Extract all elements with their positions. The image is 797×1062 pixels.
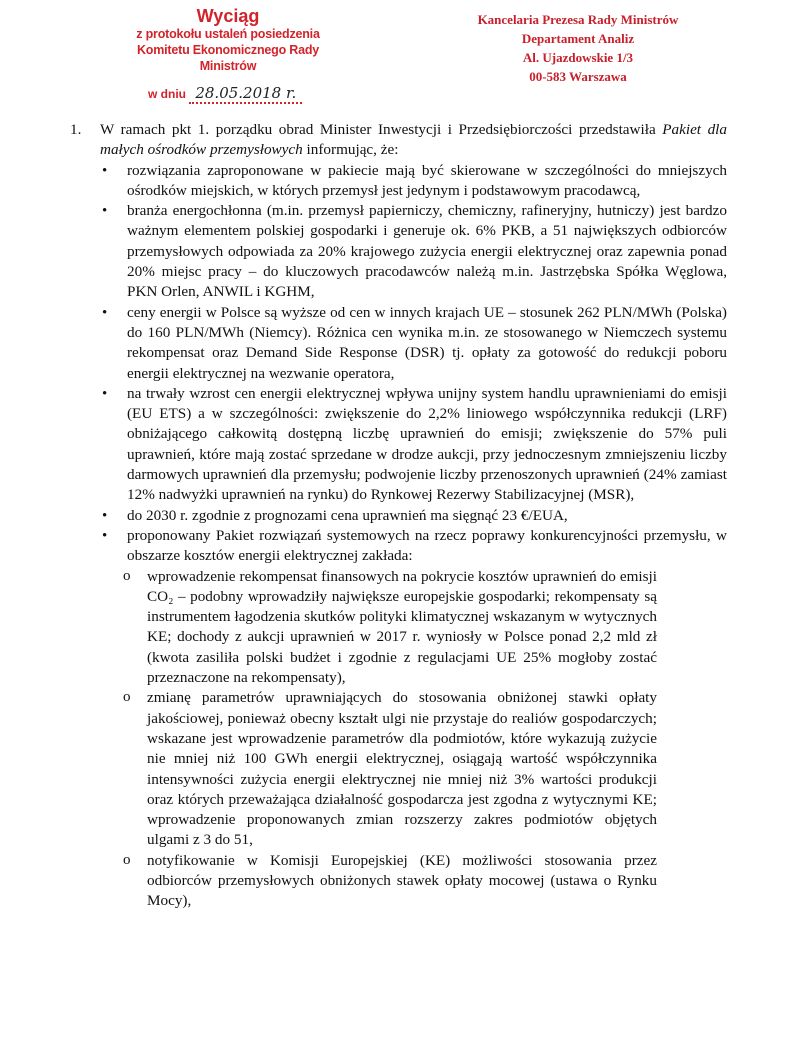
office-stamp-line-1: Kancelaria Prezesa Rady Ministrów bbox=[477, 12, 679, 27]
bullet-icon: • bbox=[102, 162, 108, 179]
bullet-icon: • bbox=[102, 527, 108, 544]
list-item-text: branża energochłonna (m.in. przemysł papierniczy, chemiczny, rafineryjny, hutniczy) jest bardzo ważnym elementem polskiej gospodarki i generuje ok. 6% PKB, a 51 największych odbiorców przemysłowych odpowiada za 20% krajowego zużycia energii elektrycznej oraz zapewnia ponad 20% miejsc pracy – do kluczowych pracodawców należą m.in. Jastrzębska Spółka Węglowa, PKN Orlen, ANWIL i KGHM, bbox=[127, 202, 727, 301]
list-item bbox=[0, 506, 797, 526]
list-item-text: proponowany Pakiet rozwiązań systemowych na rzecz poprawy konkurencyjności przemysłu, w obszarze kosztów energii elektrycznej zakłada: bbox=[127, 526, 727, 565]
bullet-icon: • bbox=[102, 385, 108, 402]
sub-list-item-text: wprowadzenie rekompensat finansowych na pokrycie kosztów uprawnień do emisji CO₂ – podobny wprowadziły największe europejskie gospodarki; rekompensaty są instrumentem łagodzenia skutków polityki klimatycznej wskazanym w wytycznych KE; dochody z aukcji uprawnień w 2017 r. wyniosły w Polsce ponad 2,2 mld zł (kwota zasiliła polski budżet i zgodnie z regulacjami UE 25% mogłoby zostać przeznaczone na rekompensaty), bbox=[147, 567, 657, 687]
circle-bullet-icon: o bbox=[123, 851, 131, 868]
bullet-list bbox=[0, 161, 797, 912]
office-stamp-line-3: Al. Ujazdowskie 1/3 bbox=[522, 50, 634, 65]
list-item-text: rozwiązania zaproponowane w pakiecie mają być skierowane w szczególności do mniejszych ośrodków miejskich, w których przemysł jest jedynym i podstawowym pracodawcą, bbox=[127, 161, 727, 199]
list-item bbox=[0, 161, 797, 202]
bullet-icon: • bbox=[102, 304, 108, 321]
office-stamp bbox=[448, 10, 708, 86]
list-item bbox=[0, 384, 797, 506]
list-item-text: do 2030 r. zgodnie z prognozami cena uprawnień ma sięgnąć 23 €/EUA, bbox=[127, 506, 568, 524]
sub-list-item-text: notyfikowanie w Komisji Europejskiej (KE) możliwości stosowania przez odbiorców przemysłowych obniżonych stawek opłaty mocowej (ustawa o Rynku Mocy), bbox=[147, 851, 657, 910]
document-body bbox=[0, 120, 797, 912]
list-item bbox=[0, 201, 797, 302]
stamp-line-2: Komitetu Ekonomicznego Rady Ministrów bbox=[136, 43, 320, 73]
stamp-title: Wyciąg bbox=[196, 6, 260, 26]
sub-list-item bbox=[0, 567, 727, 689]
sub-bullet-list bbox=[123, 567, 727, 912]
bullet-icon: • bbox=[102, 203, 108, 220]
sub-list-item bbox=[0, 851, 727, 912]
item-number: 1. bbox=[70, 121, 82, 138]
circle-bullet-icon: o bbox=[123, 567, 131, 584]
intro-text-italic: Pakiet dla małych ośrodków przemysłowych bbox=[100, 121, 727, 159]
stamp-line-1: z protokołu ustaleń posiedzenia bbox=[136, 27, 320, 41]
item-1-intro bbox=[0, 120, 797, 161]
office-stamp-line-2: Departament Analiz bbox=[521, 31, 635, 46]
list-item bbox=[0, 526, 797, 912]
sub-list-item-text: zmianę parametrów uprawniających do stosowania obniżonej stawki opłaty jakościowej, ponieważ obecny kształt ulgi nie przystaje do realiów gospodarczych; wskazane jest wprowadzenie parametrów dla podmiotów, które wykazują zużycie nie mniej niż 100 GWh energii elektrycznej, osiągają wartość współczynnika intensywności zużycia energii elektrycznej nie mniej niż 3% wartości produkcji oraz których przeważająca działalność gospodarcza jest zgodna z wytycznymi KE; wprowadzenie proponowanych zmian rozszerzy zakres podmiotów objętych ulgami z 3 do 51, bbox=[147, 689, 657, 849]
stamp-date-row bbox=[108, 84, 348, 102]
circle-bullet-icon: o bbox=[123, 689, 131, 706]
office-stamp-line-4: 00-583 Warszawa bbox=[529, 69, 627, 84]
intro-text-b: informując, że: bbox=[302, 141, 399, 159]
stamp-date-value: 28.05.2018 r. bbox=[189, 84, 302, 104]
list-item-text: na trwały wzrost cen energii elektrycznej wpływa unijny system handlu uprawnieniami do emisji (EU ETS) a w szczególności: zwiększenie do 2,2% liniowego współczynnika redukcji (LRF) obniżającego całkowitą dostępną liczbę uprawnień do emisji; zwiększenie do 57% puli uprawnień, które mają zostać sprzedane w drodze aukcji, przy jednoczesnym zmniejszeniu liczby darmowych uprawnień dla przemysłu; podwojenie liczby przenoszonych uprawnień (24% zamiast 12% nadwyżki uprawnień na rynku) do Rynkowej Rezerwy Stabilizacyjnej (MSR), bbox=[127, 384, 727, 504]
stamp-date-label: w dniu bbox=[148, 87, 186, 101]
list-item-text: ceny energii w Polsce są wyższe od cen w innych krajach UE – stosunek 262 PLN/MWh (Polska) do 160 PLN/MWh (Niemcy). Różnica cen wynika m.in. ze stosowanego w Niemczech systemu rekompensat oraz Demand Side Response (DSR) tj. opłaty za gotowość do redukcji poboru energii elektrycznej na wezwanie operatora, bbox=[127, 303, 727, 382]
excerpt-stamp bbox=[108, 6, 348, 102]
bullet-icon: • bbox=[102, 507, 108, 524]
list-item bbox=[0, 303, 797, 384]
intro-text-a: W ramach pkt 1. porządku obrad Minister Inwestycji i Przedsiębiorczości przedstawiła bbox=[100, 121, 663, 138]
sub-list-item bbox=[0, 688, 727, 850]
